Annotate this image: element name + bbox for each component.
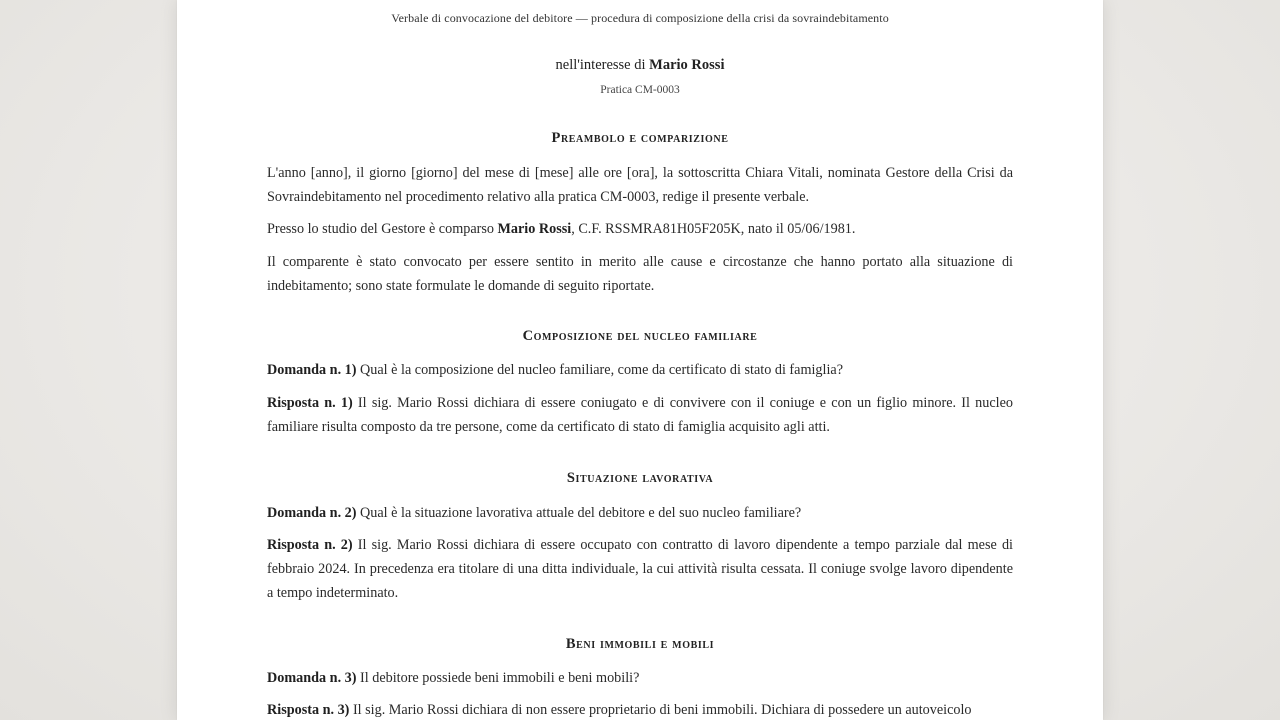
document-page [177,0,1103,720]
preamble-paragraph-3: Il comparente è stato convocato per essere sentito in merito alle cause e circostanze che hanno portato alla situazione di indebitamento; sono state formulate le domande di seguito riportate. [267,254,1013,294]
answer-3-label: Risposta n. 3) [267,702,350,718]
section-title-employment: Situazione lavorativa [566,470,714,486]
debtor-name: Mario Rossi [649,57,725,73]
appearance-details: , C.F. RSSMRA81H05F205K, nato il 05/06/1981. [571,221,856,237]
answer-2 [267,533,1013,605]
question-3-label: Domanda n. 3) [267,670,357,686]
preamble-paragraph-2 [267,217,1013,241]
question-2-text: Qual è la situazione lavorativa attuale del debitore e del suo nucleo familiare? [356,505,802,521]
question-1 [267,358,1013,382]
appearing-party-name: Mario Rossi [497,221,572,237]
question-1-text: Qual è la composizione del nucleo familiare, come da certificato di stato di famiglia? [356,362,844,378]
answer-3-text: Il sig. Mario Rossi dichiara di non essere proprietario di beni immobili. Dichiara di possedere un autoveicolo [349,702,972,718]
running-header: Verbale di convocazione del debitore — procedura di composizione della crisi da sovraindebitamento [391,11,889,25]
question-3 [267,666,1013,690]
section-title-preamble: Preambolo e comparizione [551,130,729,146]
answer-1-label: Risposta n. 1) [267,395,353,411]
answer-1-text: Il sig. Mario Rossi dichiara di essere coniugato e di convivere con il coniuge e con un figlio minore. Il nucleo familiare risulta composto da tre persone, come da certificato di stato di famiglia acquisito agli atti. [267,395,1013,435]
appearance-text: Presso lo studio del Gestore è comparso [267,221,498,237]
question-1-label: Domanda n. 1) [267,362,357,378]
subject-prefix: nell'interesse di [555,57,650,73]
question-2 [267,501,1013,525]
subject-line [267,57,1013,74]
question-3-text: Il debitore possiede beni immobili e beni mobili? [356,670,640,686]
file-reference: Pratica CM-0003 [600,84,680,96]
section-title-assets: Beni immobili e mobili [565,636,715,652]
answer-1 [267,391,1013,439]
preamble-paragraph-1: L'anno [anno], il giorno [giorno] del mese di [mese] alle ore [ora], la sottoscritta Chiara Vitali, nominata Gestore della Crisi da Sovraindebitamento nel procedimento relativo alla pratica CM-0003, redige il presente verbale. [267,165,1013,205]
answer-3 [267,698,1013,720]
answer-2-text: Il sig. Mario Rossi dichiara di essere occupato con contratto di lavoro dipendente a tempo parziale dal mese di febbraio 2024. In precedenza era titolare di una ditta individuale, la cui attività risulta cessata. Il coniuge svolge lavoro dipendente a tempo indeterminato. [267,537,1013,601]
section-title-family: Composizione del nucleo familiare [522,328,758,344]
answer-2-label: Risposta n. 2) [267,537,353,553]
question-2-label: Domanda n. 2) [267,505,357,521]
